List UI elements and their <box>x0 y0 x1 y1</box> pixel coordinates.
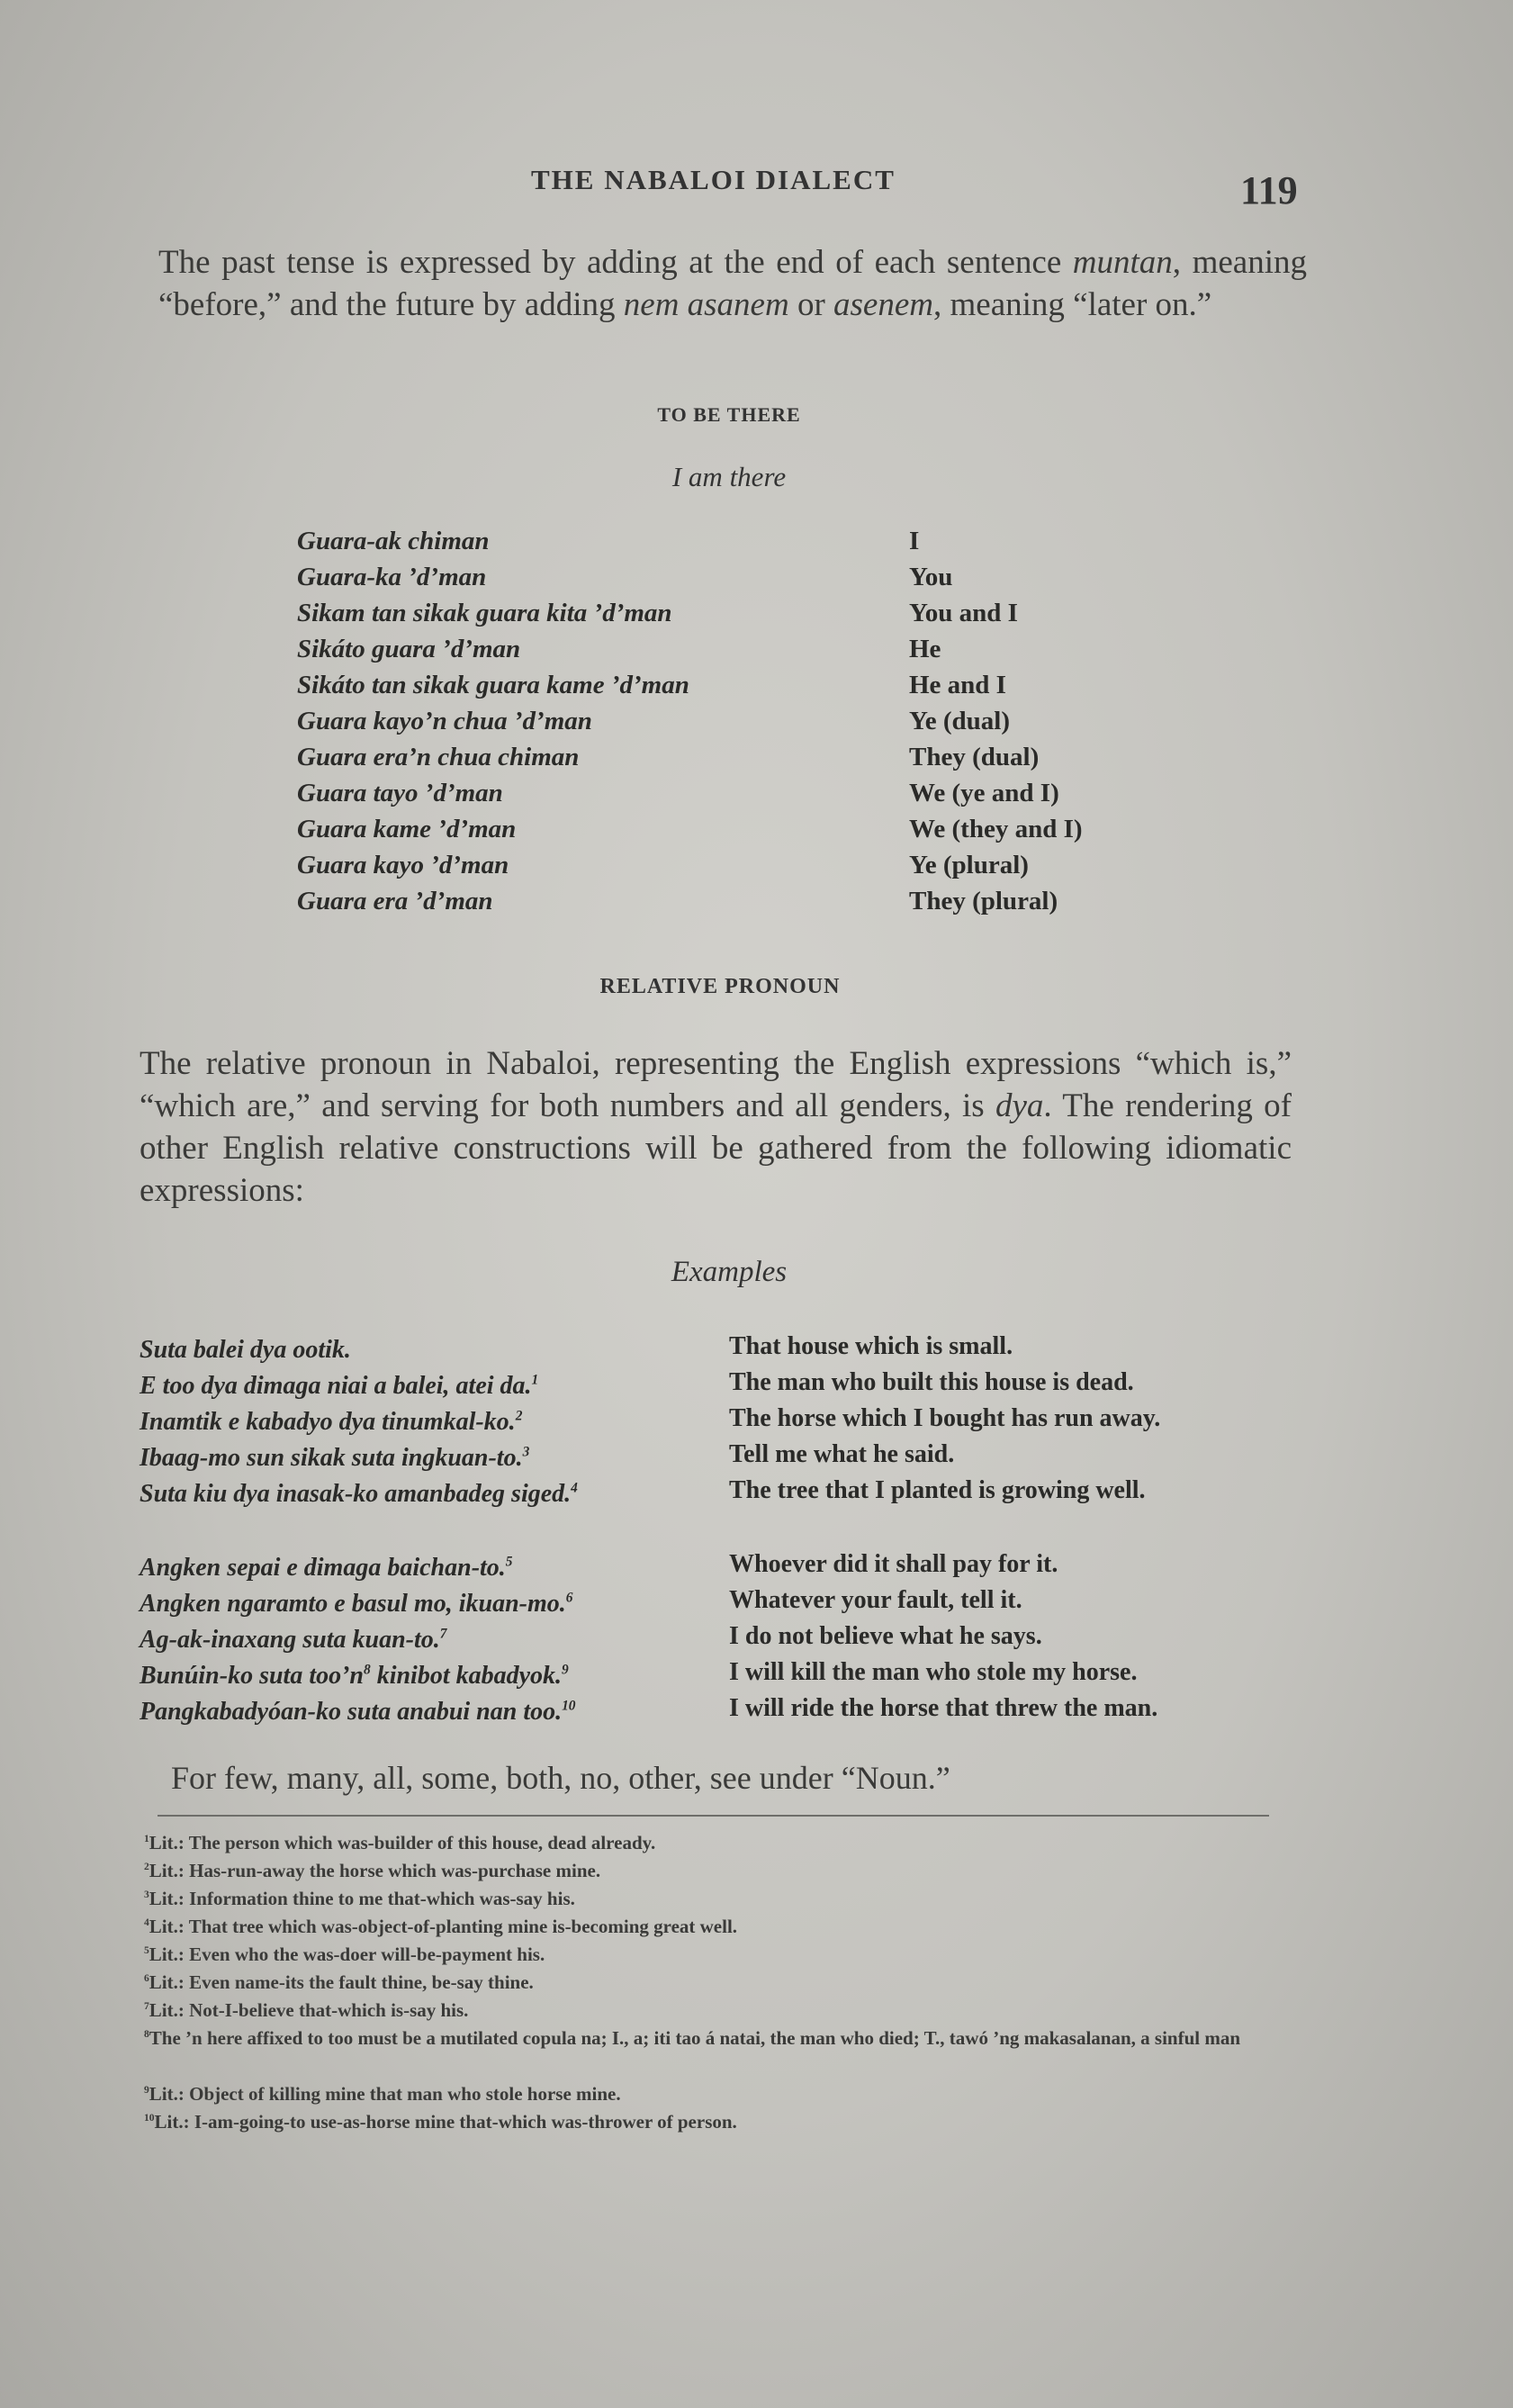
nabaloi-form: Guara kayo ’d’man <box>297 851 509 879</box>
footnote-text: Lit.: Not-I-believe that-which is-say his. <box>149 1999 469 2021</box>
footnote-number: 4 <box>144 1917 149 1928</box>
footnote <box>144 1913 1278 1941</box>
nabaloi-form: Guara kame ’d’man <box>297 815 517 843</box>
intro-text-1: The past tense is expressed by adding at the end of each sentence <box>158 244 1073 281</box>
english-translation: That house which is small. <box>729 1332 1013 1360</box>
examples-heading: Examples <box>671 1256 788 1288</box>
footnote-number: 7 <box>144 2001 149 2012</box>
nabaloi-form: Guara-ak chiman <box>297 527 490 555</box>
nabaloi-example <box>140 1586 725 1622</box>
example-text: Angken sepai e dimaga baichan-to. <box>140 1554 506 1582</box>
footnote-number: 6 <box>144 1973 149 1984</box>
footnote-ref: 6 <box>565 1590 573 1606</box>
footnote-text: Lit.: Even name-its the fault thine, be-say thine. <box>149 1971 534 1993</box>
running-head: THE NABALOI DIALECT <box>531 164 896 195</box>
intro-text-4: , meaning “later on.” <box>933 286 1212 323</box>
footnote <box>144 2025 1278 2052</box>
english-gloss: We (they and I) <box>909 815 1083 843</box>
footnote-number: 5 <box>144 1945 149 1956</box>
nabaloi-form: Guara-ka ’d’man <box>297 563 487 591</box>
nabaloi-form: Sikáto tan sikak guara kame ’d’man <box>297 671 689 699</box>
footnote-text: Lit.: Has-run-away the horse which was-purchase mine. <box>149 1860 601 1881</box>
example-text: Angken ngaramto e basul mo, ikuan-mo. <box>140 1590 566 1618</box>
english-gloss: We (ye and I) <box>909 779 1059 807</box>
footnote <box>144 2108 1278 2136</box>
relative-text-2: . The rendering of other English relative constructions will be gathered from the following idiomatic expressions: <box>140 1087 1292 1209</box>
footnote-text: The ’n here affixed to too must be a mutilated copula na; I., a; iti tao á natai, the man who died; T., tawó ’ng makasalanan, a sinful man <box>149 2027 1241 2049</box>
nabaloi-example <box>140 1404 725 1440</box>
footnote <box>144 1829 1278 1857</box>
nabaloi-form: Guara tayo ’d’man <box>297 779 503 807</box>
nabaloi-form: Guara kayo’n chua ’d’man <box>297 707 592 735</box>
intro-word-muntan: muntan <box>1072 244 1173 281</box>
nabaloi-example <box>140 1368 725 1404</box>
english-gloss: You <box>909 563 953 591</box>
footnote-text: Lit.: Even who the was-doer will-be-payment his. <box>149 1944 545 1965</box>
english-gloss: I <box>909 527 920 555</box>
intro-text-3: or <box>788 286 834 323</box>
relative-pronoun-paragraph <box>140 1042 1292 1212</box>
footnote-text: Lit.: I-am-going-to use-as-horse mine that-which was-thrower of person. <box>154 2111 737 2133</box>
footnote-ref: 2 <box>515 1408 523 1424</box>
nabaloi-example <box>140 1658 725 1694</box>
footnote <box>144 1941 1278 1969</box>
english-translation: Whatever your fault, tell it. <box>729 1586 1022 1614</box>
nabaloi-example: Suta balei dya ootik. <box>140 1336 351 1364</box>
nabaloi-form: Guara era ’d’man <box>297 887 493 915</box>
footnote <box>144 1969 1278 1997</box>
intro-paragraph <box>158 241 1307 326</box>
footnote <box>144 1857 1278 1885</box>
nabaloi-form: Sikam tan sikak guara kita ’d’man <box>297 599 672 627</box>
nabaloi-example <box>140 1550 725 1586</box>
footnote-number: 8 <box>144 2029 149 2040</box>
english-gloss: You and I <box>909 599 1018 627</box>
example-text: E too dya dimaga niai a balei, atei da. <box>140 1372 532 1400</box>
footnote-number: 3 <box>144 1889 149 1900</box>
footnote-text: Lit.: Object of killing mine that man who stole horse mine. <box>149 2083 621 2105</box>
example-text: Ag-ak-inaxang suta kuan-to. <box>140 1626 440 1654</box>
relative-text-1: The relative pronoun in Nabaloi, representing the English expressions “which is,” “which are,” and serving for both numbers and all genders, is <box>140 1045 1292 1124</box>
english-translation: The horse which I bought has run away. <box>729 1404 1161 1432</box>
intro-word-asenem: asenem <box>833 286 933 323</box>
english-gloss: He and I <box>909 671 1006 699</box>
footnote-ref: 7 <box>439 1626 447 1642</box>
nabaloi-example <box>140 1476 707 1512</box>
footnote-ref: 8 <box>364 1662 371 1678</box>
footnote <box>144 2080 1278 2108</box>
english-translation: The tree that I planted is growing well. <box>729 1476 1146 1504</box>
example-text: Pangkabadyóan-ko suta anabui nan too. <box>140 1698 563 1726</box>
footnote-text: Lit.: The person which was-builder of this house, dead already. <box>149 1832 656 1853</box>
footnote <box>144 1997 1278 2025</box>
english-translation: I will kill the man who stole my horse. <box>729 1658 1138 1686</box>
closing-sentence: For few, many, all, some, both, no, other, see under “Noun.” <box>171 1760 950 1796</box>
footnote-number: 1 <box>144 1834 149 1844</box>
subheading-i-am-there: I am there <box>671 461 787 492</box>
nabaloi-example <box>140 1622 725 1658</box>
english-translation: Tell me what he said. <box>729 1440 955 1468</box>
footnote-divider <box>158 1815 1269 1817</box>
page-number: 119 <box>1240 168 1298 212</box>
intro-word-nem-asanem: nem asanem <box>623 286 789 323</box>
footnote-number: 2 <box>144 1862 149 1872</box>
footnote-ref: 1 <box>531 1372 539 1388</box>
footnote-ref: 3 <box>522 1444 530 1460</box>
footnote <box>144 1885 1278 1913</box>
english-translation: The man who built this house is dead. <box>729 1368 1134 1396</box>
example-text: Suta kiu dya inasak-ko amanbadeg siged. <box>140 1480 572 1508</box>
intro-text-2: , meaning “before,” and the future by adding <box>158 244 1307 323</box>
nabaloi-example <box>140 1440 725 1476</box>
footnote-text: Lit.: That tree which was-object-of-planting mine is-becoming great well. <box>149 1916 738 1937</box>
english-gloss: Ye (plural) <box>909 851 1029 879</box>
footnote-ref: 4 <box>571 1480 578 1496</box>
example-text: Ibaag-mo sun sikak suta ingkuan-to. <box>140 1444 523 1472</box>
example-text: Inamtik e kabadyo dya tinumkal-ko. <box>140 1408 516 1436</box>
example-text: Bunúin-ko suta too’n <box>140 1662 364 1690</box>
english-gloss: They (dual) <box>909 743 1040 771</box>
english-gloss: Ye (dual) <box>909 707 1010 735</box>
footnote-ref: 10 <box>562 1698 576 1714</box>
footnote-text: Lit.: Information thine to me that-which was-say his. <box>149 1888 575 1909</box>
example-text-continued: kinibot kabadyok. <box>370 1662 563 1690</box>
footnote-number: 10 <box>144 2113 155 2124</box>
english-gloss: They (plural) <box>909 887 1058 915</box>
nabaloi-form: Guara era’n chua chiman <box>297 743 580 771</box>
section-heading-to-be-there: TO BE THERE <box>657 403 801 426</box>
section-heading-relative-pronoun: RELATIVE PRONOUN <box>599 975 841 998</box>
relative-word-dya: dya <box>995 1087 1044 1124</box>
nabaloi-example <box>140 1694 725 1730</box>
footnote-ref: 5 <box>505 1554 513 1570</box>
footnote-number: 9 <box>144 2085 149 2096</box>
english-translation: Whoever did it shall pay for it. <box>729 1550 1058 1578</box>
english-gloss: He <box>909 635 941 663</box>
english-translation: I will ride the horse that threw the man. <box>729 1694 1158 1722</box>
english-translation: I do not believe what he says. <box>729 1622 1042 1650</box>
footnote-ref: 9 <box>562 1662 569 1678</box>
nabaloi-form: Sikáto guara ’d’man <box>297 635 521 663</box>
